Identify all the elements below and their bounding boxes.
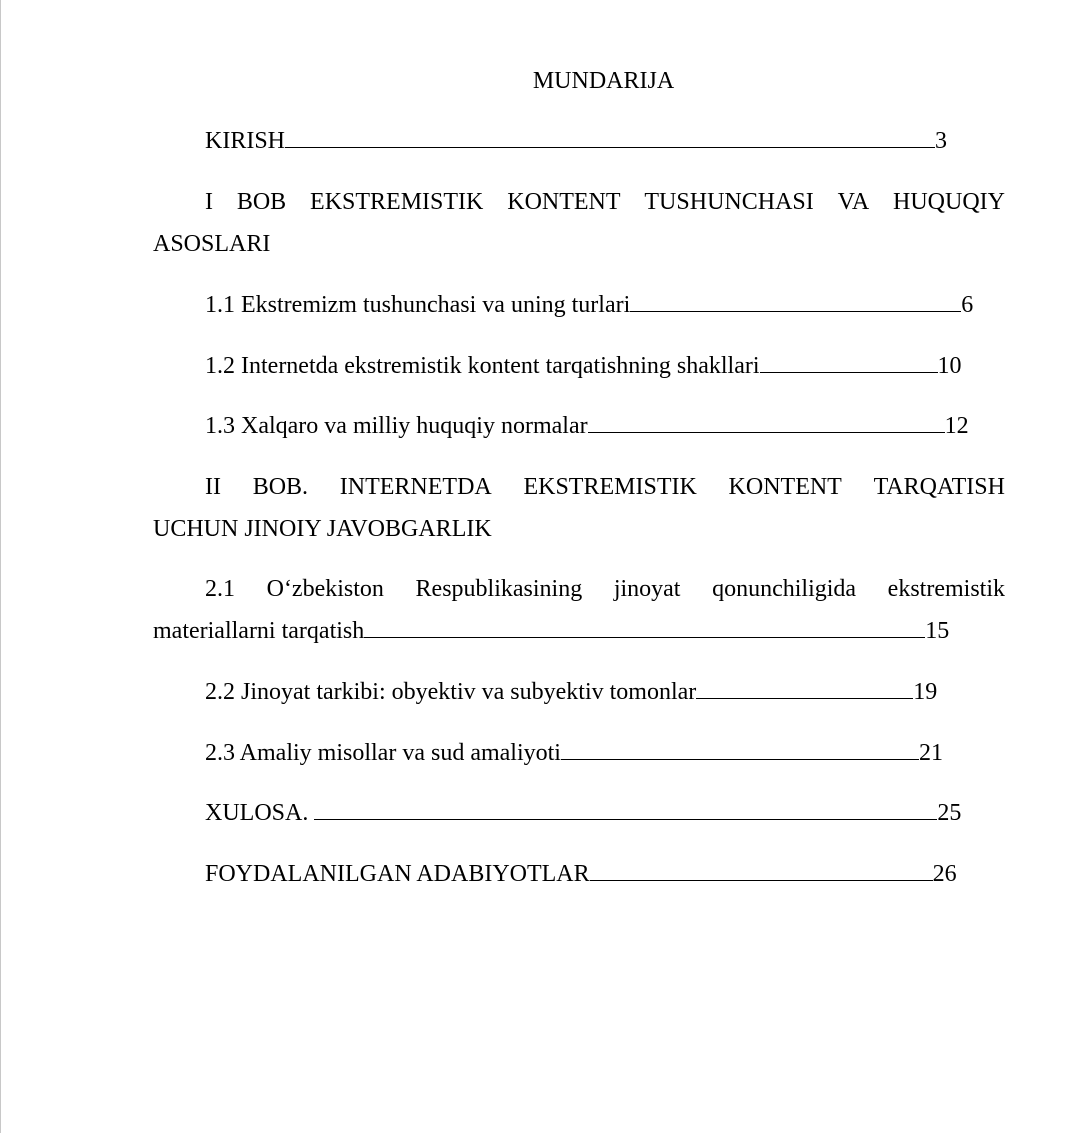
heading-word: BOB [236, 189, 287, 215]
entry-word: ekstremistik [887, 576, 1005, 602]
toc-page-number: 26 [932, 861, 957, 887]
toc-entry-label: KIRISH [205, 128, 286, 154]
toc-entry-label: 2.2 Jinoyat tarkibi: obyektiv va subyektiv tomonlar [205, 679, 697, 705]
heading-word: KONTENT [507, 189, 621, 215]
toc-entry-adabiyotlar [205, 859, 957, 889]
toc-chapter-1-heading-line2 [153, 229, 270, 259]
toc-entry-2-2 [205, 677, 937, 707]
heading-word: I [205, 189, 213, 215]
toc-entry-label: FOYDALANILGAN ADABIYOTLAR [205, 861, 590, 887]
page-title: MUNDARIJA [532, 68, 675, 94]
toc-chapter-2-heading-line2 [153, 514, 492, 544]
entry-word: Respublikasining [415, 576, 583, 602]
toc-entry-label: 1.1 Ekstremizm tushunchasi va uning turlari [205, 292, 631, 318]
heading-word: BOB. [252, 474, 309, 500]
toc-entry-1-2 [205, 351, 962, 381]
heading-text: UCHUN JINOIY JAVOBGARLIK [153, 516, 492, 542]
toc-chapter-2-heading-line1 [205, 472, 1005, 502]
toc-leader-line [590, 859, 933, 881]
toc-entry-label: 2.3 Amaliy misollar va sud amaliyoti [205, 740, 561, 766]
toc-entry-label: materiallarni tarqatish [153, 618, 365, 644]
heading-word: EKSTREMISTIK [523, 474, 697, 500]
entry-word: O‘zbekiston [266, 576, 384, 602]
toc-page-number: 21 [918, 740, 943, 766]
toc-entry-2-3 [205, 738, 943, 768]
toc-entry-kirish [205, 126, 947, 156]
entry-word: qonunchiligida [712, 576, 857, 602]
toc-page-number: 6 [961, 292, 974, 318]
toc-leader-line [561, 738, 919, 760]
toc-entry-label: 1.3 Xalqaro va milliy huquqiy normalar [205, 413, 588, 439]
heading-text: ASOSLARI [153, 231, 271, 257]
heading-word: VA [837, 189, 870, 215]
entry-word: jinoyat [613, 576, 681, 602]
heading-word: TARQATISH [873, 474, 1005, 500]
heading-word: TUSHUNCHASI [644, 189, 814, 215]
toc-leader-line [285, 126, 935, 148]
toc-leader-line [364, 616, 925, 638]
heading-word: INTERNETDA [339, 474, 492, 500]
toc-leader-line [760, 351, 938, 373]
toc-entry-label: XULOSA. [205, 800, 315, 826]
toc-entry-1-1 [205, 290, 973, 320]
entry-word: 2.1 [205, 576, 235, 602]
toc-page-number: 10 [937, 353, 962, 379]
toc-page-number: 19 [913, 679, 938, 705]
toc-entry-label: 1.2 Internetda ekstremistik kontent tarqatishning shakllari [205, 353, 760, 379]
toc-leader-line [630, 290, 961, 312]
toc-entry-1-3 [205, 411, 969, 441]
toc-leader-line [588, 411, 945, 433]
toc-page-number: 3 [935, 128, 948, 154]
toc-page-number: 15 [925, 618, 950, 644]
toc-page-number: 12 [944, 413, 969, 439]
heading-word: II [205, 474, 221, 500]
toc-entry-xulosa [205, 798, 961, 828]
toc-page-number: 25 [937, 800, 962, 826]
toc-leader-line [314, 798, 937, 820]
toc-leader-line [696, 677, 913, 699]
heading-word: KONTENT [728, 474, 842, 500]
toc-entry-2-1-line2 [153, 616, 949, 646]
heading-word: EKSTREMISTIK [310, 189, 484, 215]
toc-entry-2-1-line1 [205, 574, 1005, 604]
toc-chapter-1-heading-line1 [205, 187, 1005, 217]
heading-word: HUQUQIY [893, 189, 1005, 215]
